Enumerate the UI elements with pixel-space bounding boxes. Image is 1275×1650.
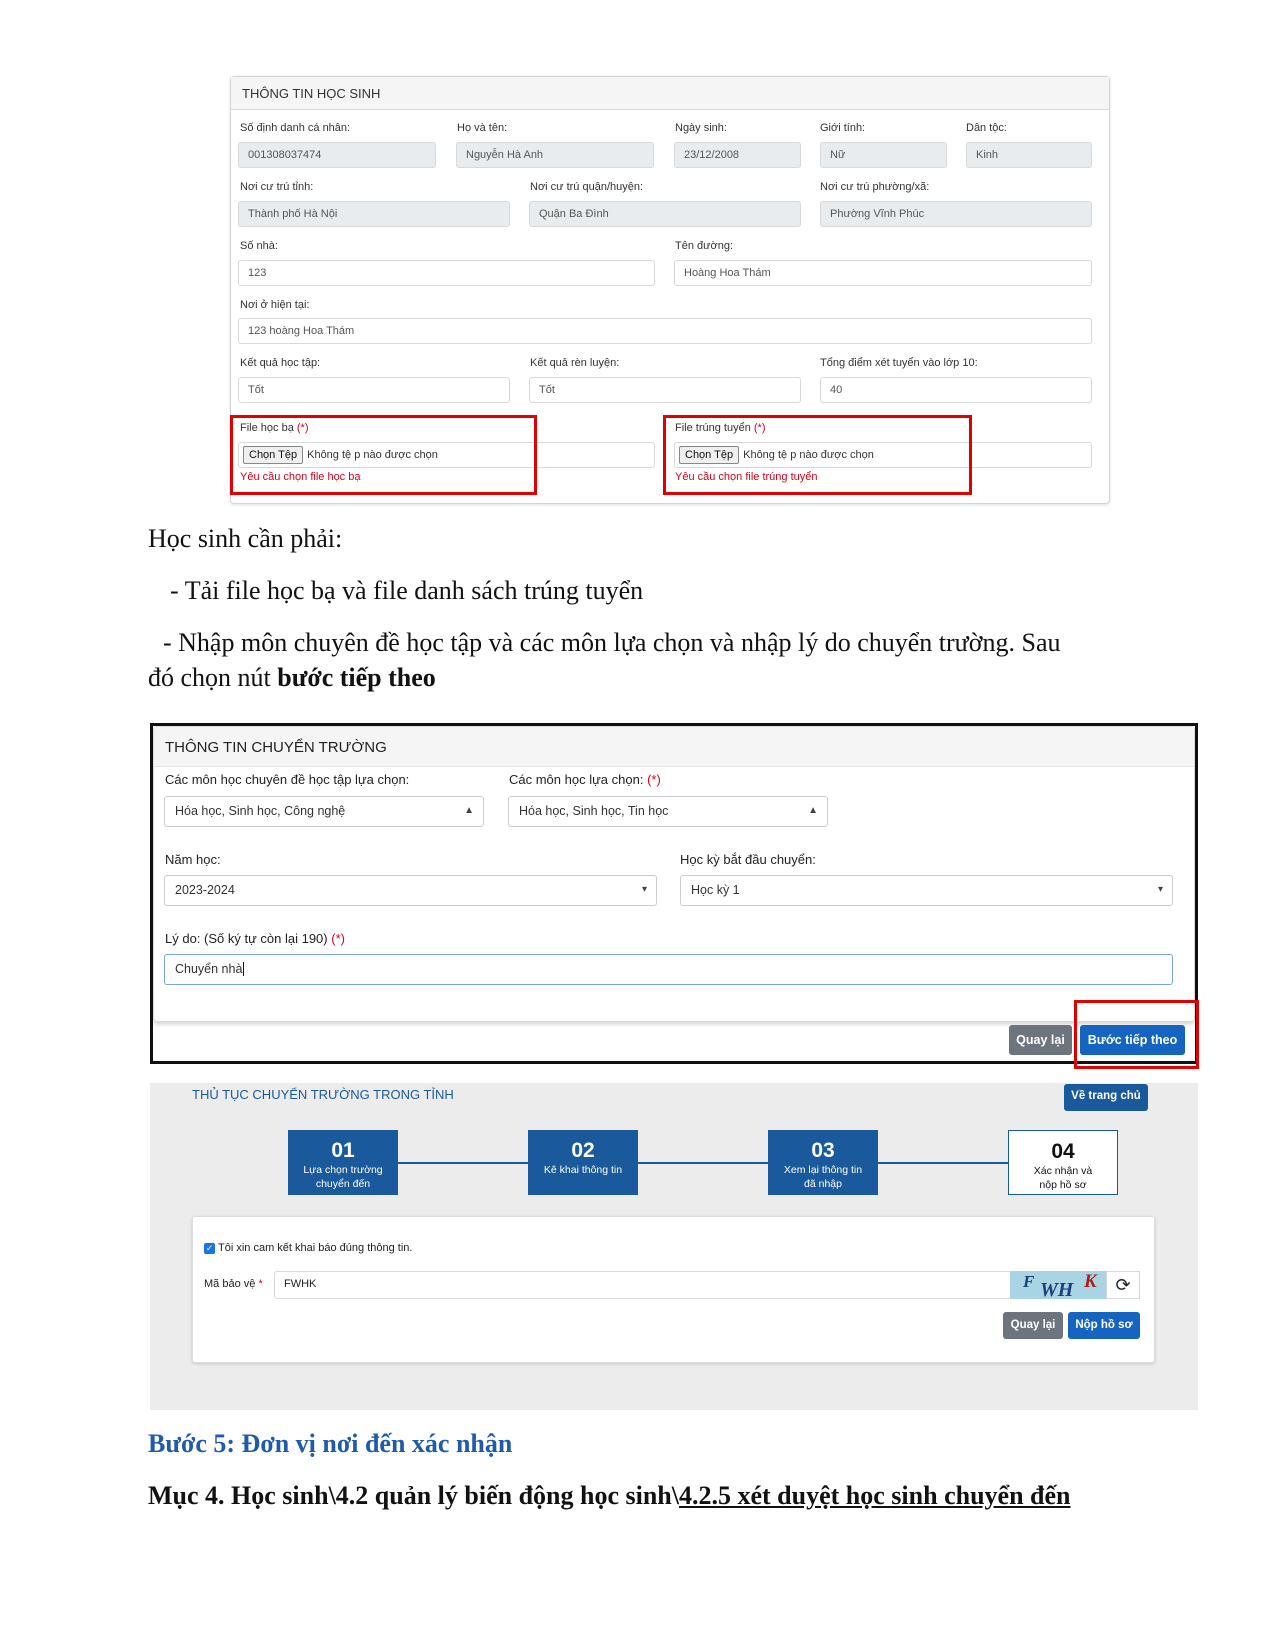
district-field[interactable]: Quận Ba Đình xyxy=(529,201,801,227)
step-connector xyxy=(398,1162,528,1164)
dob-field[interactable]: 23/12/2008 xyxy=(674,142,801,168)
chevron-down-icon: ▾ xyxy=(1157,884,1163,895)
conduct-result-label: Kết quả rèn luyện: xyxy=(530,357,620,369)
topic-subjects-label: Các môn học chuyên đề học tập lựa chọn: xyxy=(165,772,410,787)
text-cursor xyxy=(243,962,244,976)
elective-subjects-label: Các môn học lựa chọn: (*) xyxy=(509,772,661,787)
record-file-error: Yêu cầu chọn file học bạ xyxy=(240,471,361,483)
instruction-line-1: Học sinh cần phải: xyxy=(148,524,343,553)
sort-arrows-icon: ▲︎ xyxy=(464,805,474,816)
next-step-button[interactable]: Bước tiếp theo xyxy=(1080,1025,1185,1055)
choose-file-button[interactable]: Chọn Tệp xyxy=(679,446,739,464)
elective-subjects-select[interactable]: Hóa học, Sinh học, Tin học ▲︎ xyxy=(508,796,828,827)
province-field[interactable]: Thành phố Hà Nội xyxy=(238,201,510,227)
instruction-line-3: - Nhập môn chuyên đề học tập và các môn lựa chọn và nhập lý do chuyển trường. Sau xyxy=(163,628,1061,657)
ethnic-field[interactable]: Kinh xyxy=(966,142,1092,168)
name-field[interactable]: Nguyễn Hà Anh xyxy=(456,142,654,168)
step-connector xyxy=(878,1162,1008,1164)
step-3[interactable]: 03 Xem lại thông tin đã nhập xyxy=(768,1130,878,1195)
street-label: Tên đường: xyxy=(675,240,733,252)
current-address-label: Nơi ở hiện tại: xyxy=(240,299,310,311)
ethnic-label: Dân tộc: xyxy=(966,122,1007,134)
no-file-text: Không tệ p nào được chọn xyxy=(307,449,438,461)
school-year-label: Năm học: xyxy=(165,852,221,867)
chevron-down-icon: ▾ xyxy=(641,884,647,895)
back-button[interactable]: Quay lại xyxy=(1009,1025,1072,1055)
reason-label: Lý do: (Số ký tự còn lại 190) (*) xyxy=(165,931,345,946)
panel-title: THÔNG TIN CHUYỂN TRƯỜNG xyxy=(154,727,1194,767)
captcha-label: Mã bảo vệ * xyxy=(204,1278,263,1290)
refresh-icon[interactable]: ⟳ xyxy=(1106,1271,1140,1299)
dob-label: Ngày sinh: xyxy=(675,122,727,134)
highlight-box xyxy=(230,415,537,495)
gender-field[interactable]: Nữ xyxy=(820,142,947,168)
commit-text: Tôi xin cam kết khai báo đúng thông tin. xyxy=(218,1242,413,1254)
next-step-emphasis: bước tiếp theo xyxy=(277,663,436,692)
school-year-select[interactable]: 2023-2024 ▾ xyxy=(164,875,657,906)
record-file-label: File học bạ (*) xyxy=(240,422,309,434)
sort-arrows-icon: ▲︎ xyxy=(808,805,818,816)
conduct-result-field[interactable]: Tốt xyxy=(529,377,801,403)
step-connector xyxy=(638,1162,768,1164)
semester-select[interactable]: Học kỳ 1 ▾ xyxy=(680,875,1173,906)
submit-button[interactable]: Nộp hồ sơ xyxy=(1068,1312,1140,1339)
total-score-label: Tổng điểm xét tuyển vào lớp 10: xyxy=(820,357,978,369)
reason-input[interactable]: Chuyển nhà xyxy=(164,954,1173,985)
choose-file-button[interactable]: Chọn Tệp xyxy=(243,446,303,464)
commit-checkbox[interactable]: ✓ xyxy=(205,1243,214,1253)
ward-field[interactable]: Phường Vĩnh Phúc xyxy=(820,201,1092,227)
step-4[interactable]: 04 Xác nhận và nộp hồ sơ xyxy=(1008,1130,1118,1195)
topic-subjects-select[interactable]: Hóa học, Sinh học, Công nghệ ▲︎ xyxy=(164,796,484,827)
panel-title: THÔNG TIN HỌC SINH xyxy=(231,77,1109,110)
highlight-box xyxy=(1074,1000,1199,1069)
gender-label: Giới tính: xyxy=(820,122,866,134)
step-2[interactable]: 02 Kê khai thông tin xyxy=(528,1130,638,1195)
section-heading: Mục 4. Học sinh\4.2 quản lý biến động học sinh\4.2.5 xét duyệt học sinh chuyển đến xyxy=(148,1481,1071,1510)
study-result-label: Kết quả học tập: xyxy=(240,357,321,369)
home-button[interactable]: Về trang chủ xyxy=(1064,1084,1148,1111)
current-address-field[interactable]: 123 hoàng Hoa Thám xyxy=(238,318,1092,344)
instruction-line-4: đó chọn nút bước tiếp theo xyxy=(148,663,436,692)
semester-label: Học kỳ bắt đầu chuyển: xyxy=(680,852,816,867)
admission-file-error: Yêu cầu chọn file trúng tuyển xyxy=(675,471,818,483)
street-field[interactable]: Hoàng Hoa Thám xyxy=(674,260,1092,286)
captcha-input[interactable]: FWHK xyxy=(274,1271,1012,1299)
province-label: Nơi cư trú tỉnh: xyxy=(240,181,314,193)
back-button[interactable]: Quay lại xyxy=(1003,1312,1063,1339)
admission-file-label: File trúng tuyển (*) xyxy=(675,422,766,434)
house-label: Số nhà: xyxy=(240,240,278,252)
no-file-text: Không tệ p nào được chọn xyxy=(743,449,874,461)
instruction-line-2: - Tải file học bạ và file danh sách trúng tuyển xyxy=(170,576,644,605)
name-label: Họ và tên: xyxy=(457,122,508,134)
highlight-box xyxy=(663,415,972,495)
ward-label: Nơi cư trú phường/xã: xyxy=(820,181,930,193)
house-field[interactable]: 123 xyxy=(238,260,655,286)
procedure-title: THỦ TỤC CHUYỂN TRƯỜNG TRONG TỈNH xyxy=(192,1087,454,1102)
district-label: Nơi cư trú quận/huyện: xyxy=(530,181,644,193)
id-label: Số định danh cá nhân: xyxy=(240,122,351,134)
captcha-image: F WH K xyxy=(1010,1271,1106,1299)
total-score-field[interactable]: 40 xyxy=(820,377,1092,403)
step-1[interactable]: 01 Lựa chọn trường chuyển đến xyxy=(288,1130,398,1195)
id-field[interactable]: 001308037474 xyxy=(238,142,436,168)
step5-heading: Bước 5: Đơn vị nơi đến xác nhận xyxy=(148,1429,513,1458)
study-result-field[interactable]: Tốt xyxy=(238,377,510,403)
